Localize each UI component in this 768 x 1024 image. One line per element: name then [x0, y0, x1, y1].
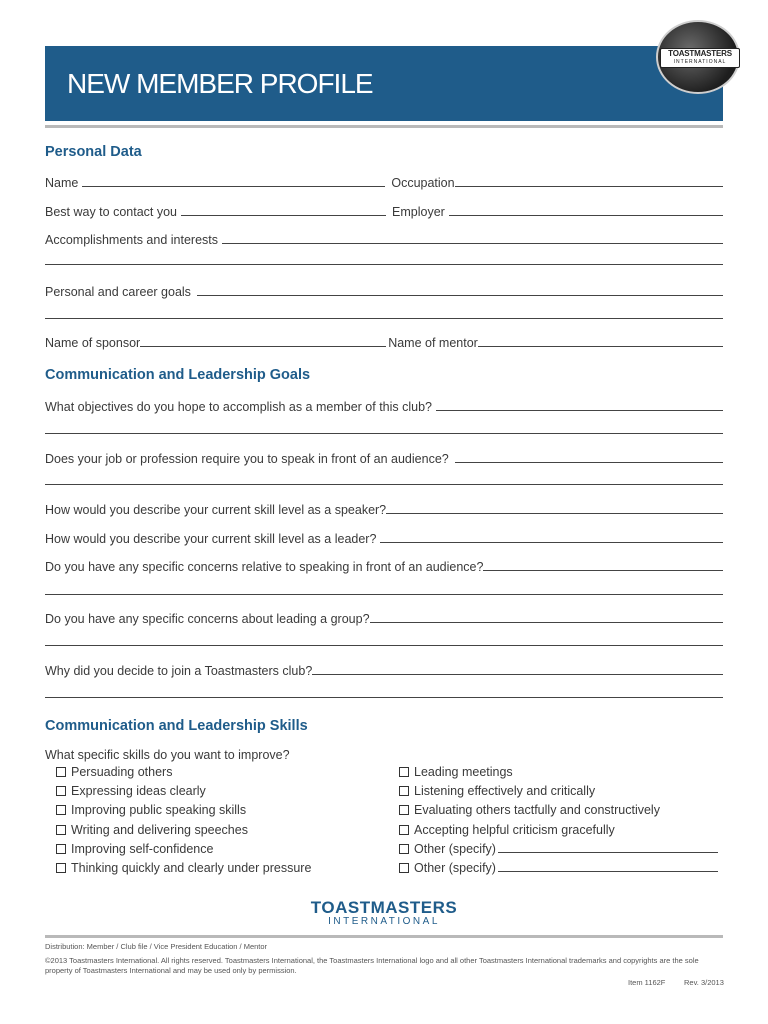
skills-prompt-text: What specific skills do you want to improve? [45, 748, 290, 762]
row-accomplishments [45, 229, 723, 247]
checkbox-square[interactable] [399, 767, 409, 777]
checkbox-square[interactable] [56, 825, 66, 835]
skill-label: Writing and delivering speeches [71, 823, 248, 837]
page-title: NEW MEMBER PROFILE [67, 68, 373, 99]
name-label: Name [45, 176, 79, 190]
question-5-field-line-2[interactable] [45, 594, 723, 595]
row-question-7 [45, 660, 723, 678]
occupation-field[interactable] [455, 186, 723, 187]
row-question-5 [45, 556, 723, 574]
skill-label: Other (specify) [414, 861, 496, 875]
contact-field[interactable] [181, 215, 386, 216]
skill-checkbox-expressing-ideas[interactable] [56, 783, 206, 799]
personal-goals-field[interactable] [197, 295, 723, 296]
question-7-field-line-2[interactable] [45, 697, 723, 698]
question-2-label: Does your job or profession require you to speak in front of an audience? [45, 452, 449, 466]
checkbox-square[interactable] [56, 805, 66, 815]
skill-checkbox-evaluating-others[interactable] [399, 802, 660, 818]
question-7-label: Why did you decide to join a Toastmasters club? [45, 664, 313, 678]
employer-label: Employer [392, 205, 445, 219]
skill-label: Accepting helpful criticism gracefully [414, 823, 615, 837]
skill-label: Persuading others [71, 765, 173, 779]
question-1-label: What objectives do you hope to accomplish as a member of this club? [45, 400, 433, 414]
row-contact-employer [45, 201, 723, 219]
skill-checkbox-persuading[interactable] [56, 764, 172, 780]
sponsor-field[interactable] [140, 346, 386, 347]
skill-checkbox-accepting-criticism[interactable] [399, 822, 615, 838]
accomplishments-label: Accomplishments and interests [45, 233, 218, 247]
employer-field[interactable] [449, 215, 723, 216]
header-divider [45, 125, 723, 128]
row-question-1 [45, 396, 723, 414]
checkbox-square[interactable] [56, 786, 66, 796]
question-6-label: Do you have any specific concerns about leading a group? [45, 612, 370, 626]
sponsor-label: Name of sponsor [45, 336, 141, 350]
skill-checkbox-writing-speeches[interactable] [56, 822, 248, 838]
checkbox-square[interactable] [56, 844, 66, 854]
row-name-occupation [45, 172, 723, 190]
skill-label: Other (specify) [414, 842, 496, 856]
item-number: Item 1162F [628, 978, 666, 987]
question-3-label: How would you describe your current skill level as a speaker? [45, 503, 387, 517]
skill-label: Listening effectively and critically [414, 784, 596, 798]
header-banner [45, 46, 723, 121]
personal-goals-label: Personal and career goals [45, 285, 191, 299]
skill-checkbox-thinking-quickly[interactable] [56, 860, 311, 876]
row-question-3 [45, 499, 723, 517]
row-question-2 [45, 448, 723, 466]
distribution-note: Distribution: Member / Club file / Vice President Education / Mentor [45, 942, 268, 951]
question-7-field[interactable] [312, 674, 723, 675]
question-5-label: Do you have any specific concerns relative to speaking in front of an audience? [45, 560, 484, 574]
skill-checkbox-self-confidence[interactable] [56, 841, 213, 857]
footer-logo [300, 899, 468, 928]
skill-checkbox-public-speaking[interactable] [56, 802, 246, 818]
skill-label: Thinking quickly and clearly under pressure [71, 861, 312, 875]
checkbox-square[interactable] [399, 825, 409, 835]
logo-text: TOASTMASTERS [668, 49, 732, 58]
mentor-field[interactable] [478, 346, 723, 347]
checkbox-square[interactable] [399, 863, 409, 873]
question-2-field-line-2[interactable] [45, 484, 723, 485]
skill-checkbox-other-1[interactable] [399, 841, 718, 857]
skill-label: Evaluating others tactfully and constructively [414, 803, 660, 817]
toastmasters-globe-logo [656, 20, 740, 94]
checkbox-square[interactable] [399, 805, 409, 815]
checkbox-square[interactable] [399, 786, 409, 796]
contact-label: Best way to contact you [45, 205, 178, 219]
row-question-4 [45, 528, 723, 546]
footer-logo-subtext: INTERNATIONAL [328, 916, 440, 927]
question-6-field-line-2[interactable] [45, 645, 723, 646]
logo-subtext: INTERNATIONAL [673, 59, 727, 65]
footer-logo-text: TOASTMASTERS [310, 898, 458, 917]
section-heading-skills: Communication and Leadership Skills [45, 718, 308, 734]
revision-date: Rev. 3/2013 [684, 978, 724, 987]
section-heading-personal-data: Personal Data [45, 144, 142, 160]
row-sponsor-mentor [45, 332, 723, 350]
question-3-field[interactable] [386, 513, 723, 514]
copyright-note: ©2013 Toastmasters International. All rights reserved. Toastmasters International, the Toastmasters International logo and all other Toastmasters International trademarks and copyrights are the sole property of Toastmasters International and may be used only by permission. [45, 956, 699, 975]
skill-checkbox-leading-meetings[interactable] [399, 764, 513, 780]
skills-prompt [45, 744, 723, 762]
skill-label: Improving public speaking skills [71, 803, 247, 817]
question-6-field[interactable] [370, 622, 723, 623]
question-2-field[interactable] [455, 462, 723, 463]
mentor-label: Name of mentor [388, 336, 478, 350]
skill-checkbox-listening[interactable] [399, 783, 595, 799]
row-personal-goals [45, 281, 723, 299]
occupation-label: Occupation [391, 176, 455, 190]
question-4-label: How would you describe your current skill level as a leader? [45, 532, 377, 546]
other-specify-field-2[interactable] [498, 871, 718, 872]
name-field[interactable] [82, 186, 385, 187]
logo-ribbon [660, 48, 740, 68]
personal-goals-field-line-2[interactable] [45, 318, 723, 319]
question-1-field[interactable] [436, 410, 723, 411]
question-5-field[interactable] [483, 570, 723, 571]
skill-label: Leading meetings [414, 765, 513, 779]
checkbox-square[interactable] [399, 844, 409, 854]
footer-divider [45, 935, 723, 938]
other-specify-field-1[interactable] [498, 852, 718, 853]
row-question-6 [45, 608, 723, 626]
section-heading-goals: Communication and Leadership Goals [45, 367, 311, 383]
skill-checkbox-other-2[interactable] [399, 860, 718, 876]
accomplishments-field[interactable] [222, 243, 723, 244]
skill-label: Expressing ideas clearly [71, 784, 206, 798]
skill-label: Improving self-confidence [71, 842, 214, 856]
checkbox-square[interactable] [56, 863, 66, 873]
question-1-field-line-2[interactable] [45, 433, 723, 434]
question-4-field[interactable] [380, 542, 723, 543]
checkbox-square[interactable] [56, 767, 66, 777]
accomplishments-field-line-2[interactable] [45, 264, 723, 265]
